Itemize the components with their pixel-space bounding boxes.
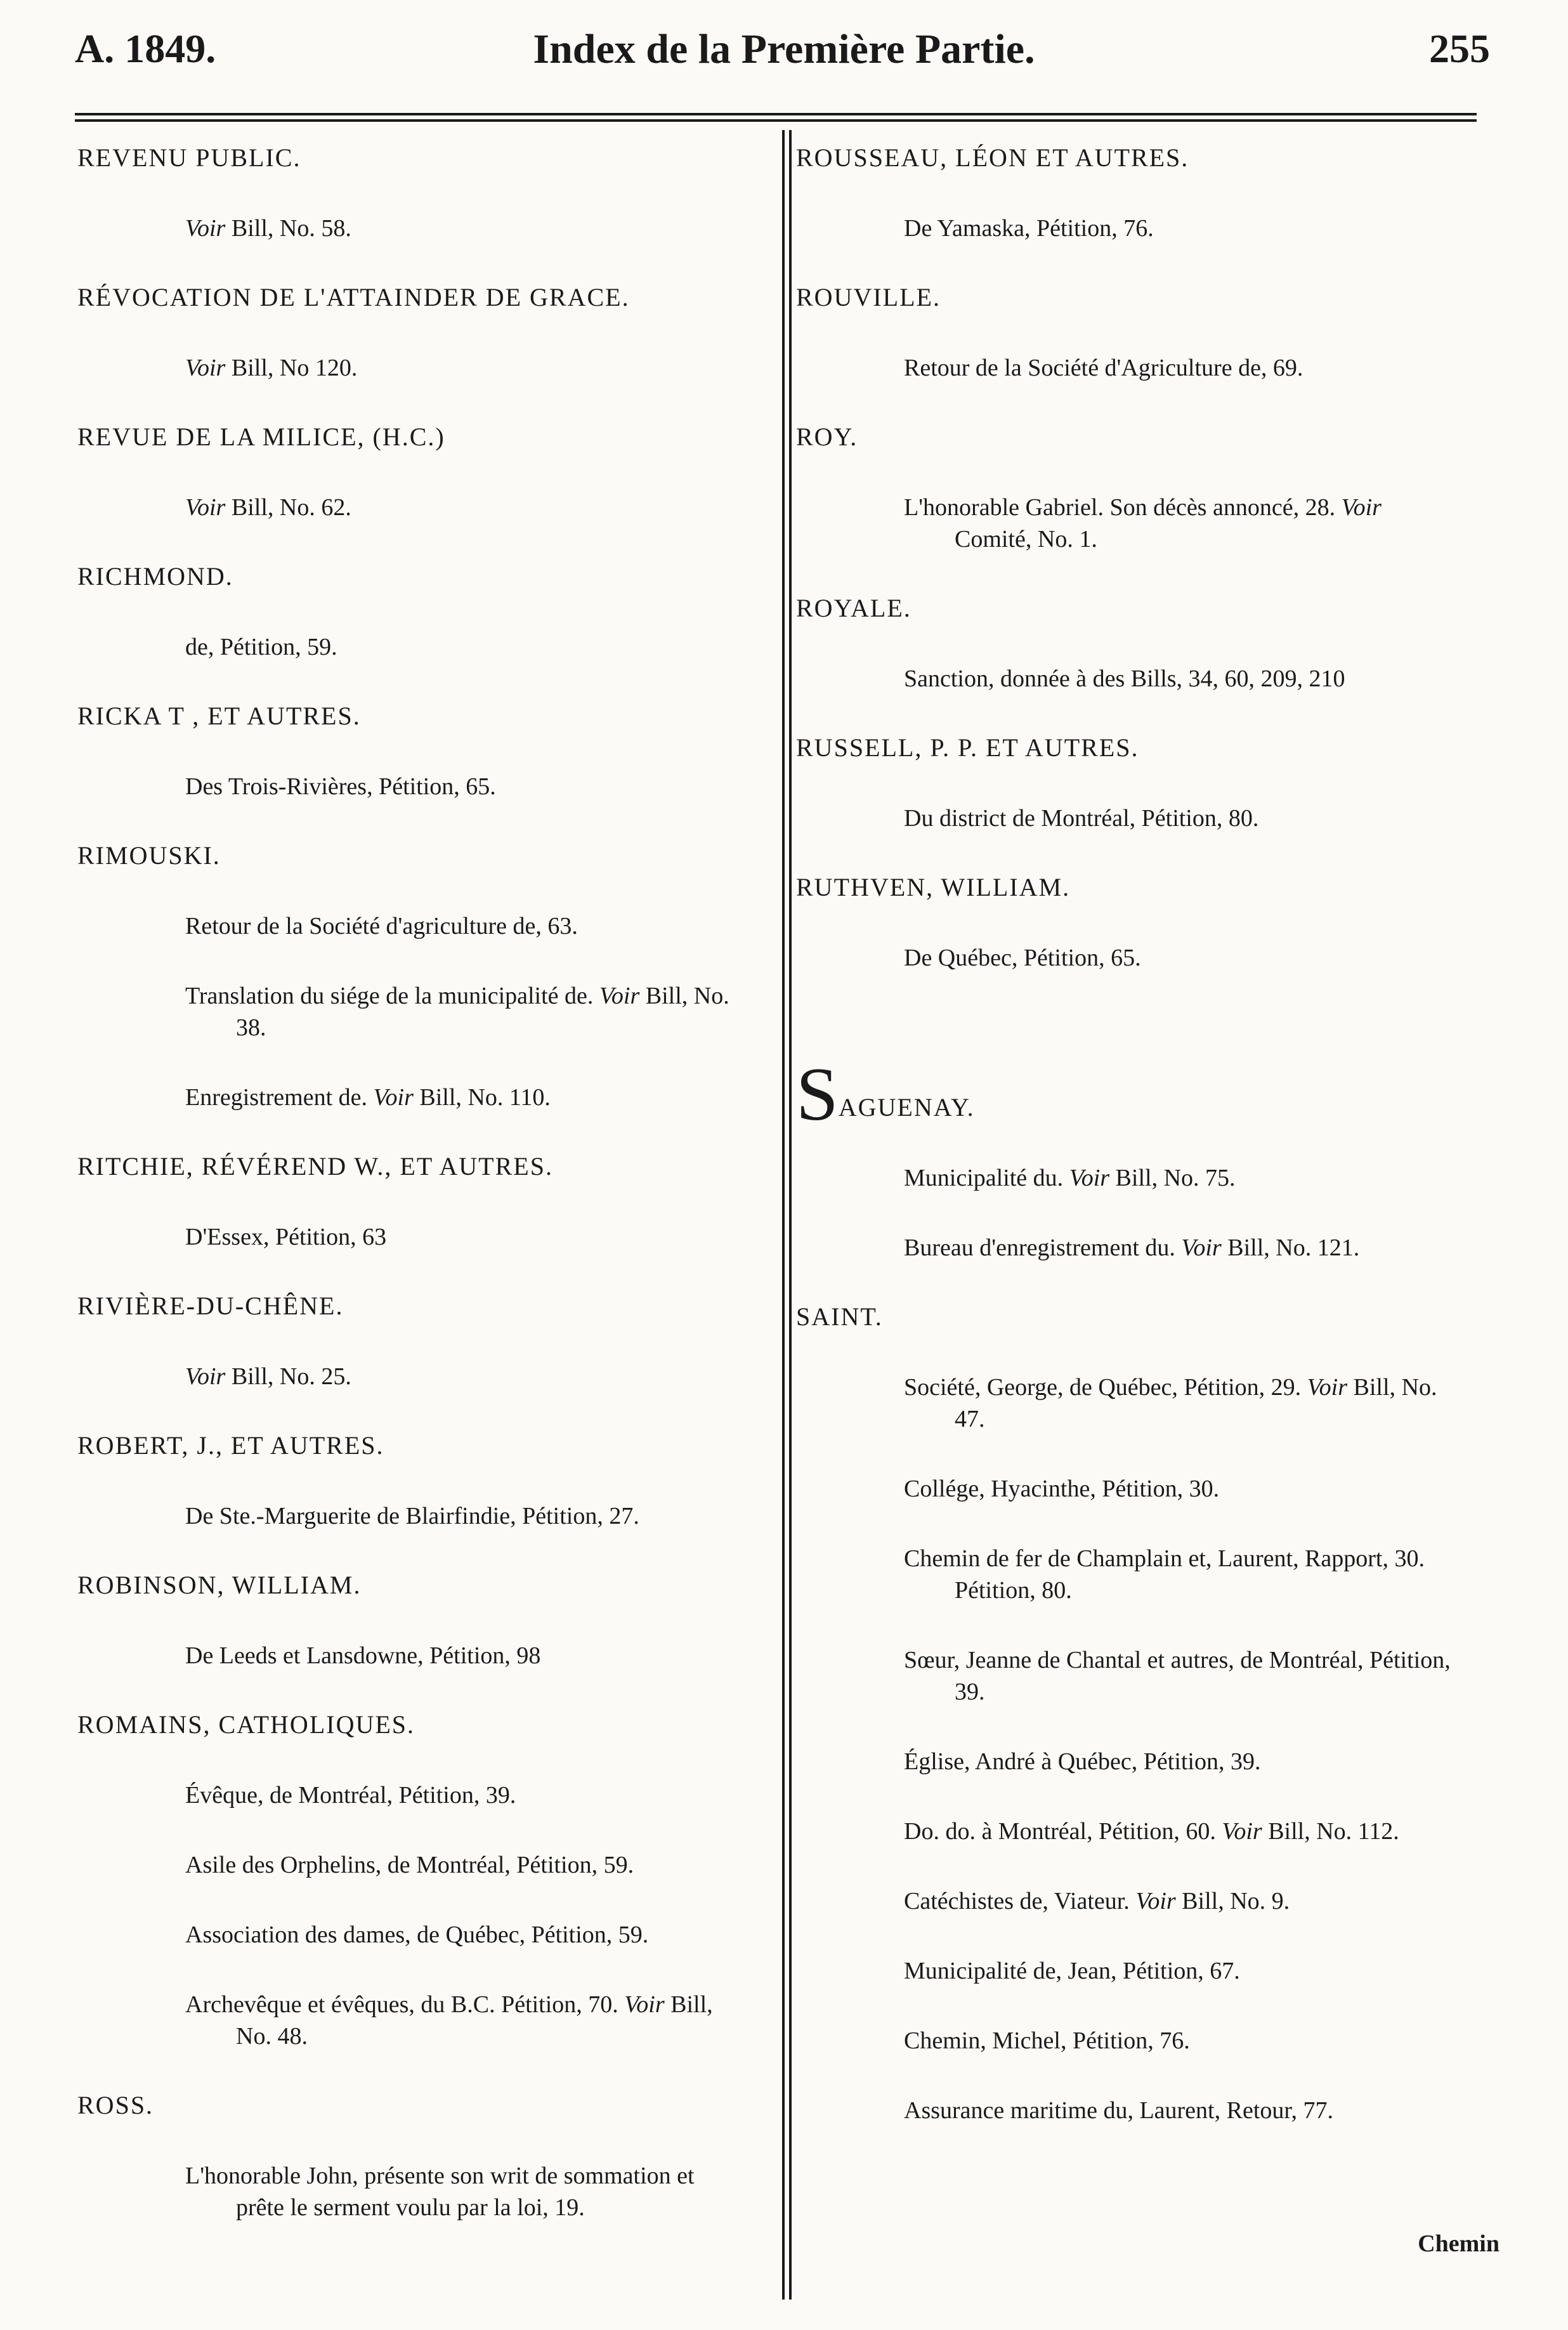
- index-entry: de, Pétition, 59.: [185, 634, 337, 660]
- index-entry: Association des dames, de Québec, Pétition, 59.: [185, 1921, 649, 1948]
- index-heading: ROBINSON, WILLIAM.: [77, 1571, 362, 1599]
- index-entry: Collége, Hyacinthe, Pétition, 30.: [904, 1476, 1220, 1502]
- index-heading: SAGUENAY.: [796, 1052, 975, 1136]
- index-heading: RUSSELL, P. P. ET AUTRES.: [796, 733, 1139, 762]
- page-title: Index de la Première Partie.: [533, 26, 1035, 72]
- header-rule-bottom: [75, 119, 1477, 122]
- index-heading: RITCHIE, RÉVÉREND W., ET AUTRES.: [77, 1152, 553, 1181]
- index-entry: Sanction, donnée à des Bills, 34, 60, 209, 210: [904, 665, 1345, 692]
- index-heading: ROBERT, J., ET AUTRES.: [77, 1431, 384, 1460]
- column-divider-left: [782, 130, 785, 2300]
- index-entry: Municipalité de, Jean, Pétition, 67.: [904, 1958, 1240, 1984]
- index-heading: RICHMOND.: [77, 562, 233, 591]
- index-heading: REVENU PUBLIC.: [77, 143, 301, 172]
- index-heading: ROUSSEAU, LÉON ET AUTRES.: [796, 143, 1189, 172]
- index-entry: Asile des Orphelins, de Montréal, Pétition, 59.: [185, 1852, 634, 1878]
- index-entry: Catéchistes de, Viateur. Voir Bill, No. 9.: [904, 1888, 1290, 1914]
- right-column: [796, 143, 1462, 2164]
- index-entry: Retour de la Société d'agriculture de, 63.: [185, 913, 578, 939]
- index-heading: RIMOUSKI.: [77, 841, 221, 870]
- index-entry: Voir Bill, No. 62.: [185, 494, 351, 521]
- index-entry: Retour de la Société d'Agriculture de, 69.: [904, 355, 1303, 381]
- index-heading: RÉVOCATION DE L'ATTAINDER DE GRACE.: [77, 283, 630, 311]
- index-entry: L'honorable John, présente son writ de sommation et prête le serment voulu par la loi, 19.: [185, 2163, 695, 2221]
- index-entry: De Leeds et Lansdowne, Pétition, 98: [185, 1642, 541, 1669]
- index-heading: RUTHVEN, WILLIAM.: [796, 873, 1071, 901]
- index-heading: REVUE DE LA MILICE, (H.C.): [77, 422, 445, 451]
- index-entry: De Ste.-Marguerite de Blairfindie, Pétition, 27.: [185, 1503, 639, 1529]
- index-entry: Sœur, Jeanne de Chantal et autres, de Montréal, Pétition, 39.: [904, 1647, 1451, 1705]
- index-entry: D'Essex, Pétition, 63: [185, 1224, 387, 1250]
- index-entry: Du district de Montréal, Pétition, 80.: [904, 805, 1259, 832]
- index-entry: Assurance maritime du, Laurent, Retour, 77.: [904, 2097, 1334, 2124]
- index-entry: Bureau d'enregistrement du. Voir Bill, No. 121.: [904, 1234, 1360, 1261]
- left-column: [77, 143, 743, 2261]
- index-entry: Do. do. à Montréal, Pétition, 60. Voir Bill, No. 112.: [904, 1818, 1399, 1845]
- catchword: Chemin: [1418, 2230, 1499, 2257]
- column-divider-right: [789, 130, 792, 2300]
- index-entry: Société, George, de Québec, Pétition, 29. Voir Bill, No. 47.: [904, 1374, 1437, 1432]
- index-heading: RICKA T , ET AUTRES.: [77, 702, 361, 730]
- index-entry: De Québec, Pétition, 65.: [904, 945, 1141, 971]
- index-entry: Enregistrement de. Voir Bill, No. 110.: [185, 1084, 551, 1111]
- index-entry: Chemin de fer de Champlain et, Laurent, Rapport, 30. Pétition, 80.: [904, 1545, 1425, 1604]
- index-entry: Voir Bill, No 120.: [185, 355, 358, 381]
- index-entry: Chemin, Michel, Pétition, 76.: [904, 2027, 1190, 2054]
- page-number: 255: [1429, 26, 1490, 71]
- index-entry: L'honorable Gabriel. Son décès annoncé, 28. Voir Comité, No. 1.: [904, 494, 1382, 553]
- index-entry: Voir Bill, No. 25.: [185, 1363, 351, 1390]
- index-heading: ROYALE.: [796, 594, 911, 622]
- index-heading: ROMAINS, CATHOLIQUES.: [77, 1710, 415, 1739]
- index-heading: RIVIÈRE-DU-CHÊNE.: [77, 1292, 344, 1320]
- index-entry: Archevêque et évêques, du B.C. Pétition, 70. Voir Bill, No. 48.: [185, 1991, 713, 2050]
- index-heading: SAINT.: [796, 1302, 883, 1331]
- drop-cap: S: [796, 1052, 839, 1136]
- index-entry: Église, André à Québec, Pétition, 39.: [904, 1748, 1261, 1775]
- index-entry: Municipalité du. Voir Bill, No. 75.: [904, 1165, 1236, 1191]
- index-heading: ROSS.: [77, 2091, 154, 2119]
- index-entry: Évêque, de Montréal, Pétition, 39.: [185, 1782, 516, 1809]
- year-label: A. 1849.: [75, 26, 216, 71]
- page-header: [0, 25, 1568, 82]
- index-heading: ROY.: [796, 422, 858, 451]
- index-entry: De Yamaska, Pétition, 76.: [904, 215, 1154, 242]
- header-rule-top: [75, 113, 1477, 115]
- index-entry: Voir Bill, No. 58.: [185, 215, 351, 242]
- index-entry: Translation du siége de la municipalité de. Voir Bill, No. 38.: [185, 983, 729, 1041]
- index-heading: ROUVILLE.: [796, 283, 941, 311]
- index-entry: Des Trois-Rivières, Pétition, 65.: [185, 773, 496, 800]
